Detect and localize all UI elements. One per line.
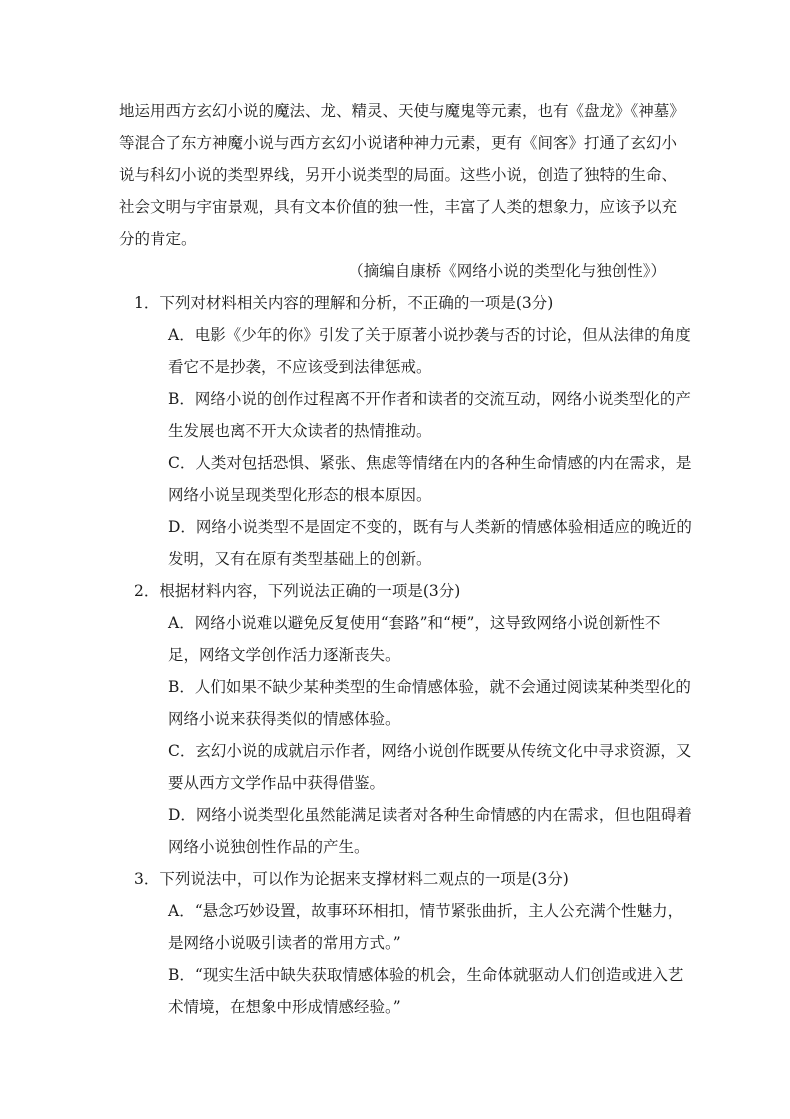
option-line: 看它不是抄袭，不应该受到法律惩戒。 (168, 358, 432, 376)
question-stem: 1．下列对材料相关内容的理解和分析，不正确的一项是(3分) (134, 294, 554, 312)
option-line: B．人们如果不缺少某种类型的生命情感体验，就不会通过阅读某种类型化的 (168, 678, 691, 696)
option-line: B．网络小说的创作过程离不开作者和读者的交流互动，网络小说类型化的产 (168, 390, 691, 408)
option-line: A．电影《少年的你》引发了关于原著小说抄袭与否的讨论，但从法律的角度 (168, 326, 691, 344)
option-line: 是网络小说吸引读者的常用方式。” (168, 934, 401, 952)
passage-line: 地运用西方玄幻小说的魔法、龙、精灵、天使与魔鬼等元素，也有《盘龙》《神墓》 (119, 102, 685, 120)
option-line: 术情境，在想象中形成情感经验。” (168, 998, 401, 1016)
option-line: B．“现实生活中缺失获取情感体验的机会，生命体就驱动人们创造或进入艺 (168, 966, 684, 984)
question-stem: 2．根据材料内容，下列说法正确的一项是(3分) (134, 582, 461, 600)
option-line: A．网络小说难以避免反复使用“套路”和“梗”，这导致网络小说创新性不 (168, 614, 661, 632)
option-line: D．网络小说类型化虽然能满足读者对各种生命情感的内在需求，但也阻碍着 (168, 806, 692, 824)
option-line: C．玄幻小说的成就启示作者，网络小说创作既要从传统文化中寻求资源，又 (168, 742, 692, 760)
passage-line: 社会文明与宇宙景观，具有文本价值的独一性，丰富了人类的想象力，应该予以充 (119, 198, 678, 216)
question-stem: 3．下列说法中，可以作为论据来支撑材料二观点的一项是(3分) (134, 870, 569, 888)
option-line: 足，网络文学创作活力逐渐丧失。 (168, 646, 401, 664)
option-line: 网络小说来获得类似的情感体验。 (168, 710, 401, 728)
passage-source: （摘编自康桥《网络小说的类型化与独创性》） (348, 262, 666, 280)
passage-line: 分的肯定。 (119, 230, 197, 248)
option-line: D．网络小说类型不是固定不变的，既有与人类新的情感体验相适应的晚近的 (168, 518, 692, 536)
option-line: C．人类对包括恐惧、紧张、焦虑等情绪在内的各种生命情感的内在需求，是 (168, 454, 692, 472)
passage-line: 说与科幻小说的类型界线，另开小说类型的局面。这些小说，创造了独特的生命、 (119, 166, 678, 184)
passage-line: 等混合了东方神魔小说与西方玄幻小说诸种神力元素，更有《间客》打通了玄幻小 (119, 134, 678, 152)
option-line: 要从西方文学作品中获得借鉴。 (168, 774, 386, 792)
option-line: 网络小说呈现类型化形态的根本原因。 (168, 486, 432, 504)
option-line: 生发展也离不开大众读者的热情推动。 (168, 422, 432, 440)
option-line: 发明，又有在原有类型基础上的创新。 (168, 550, 432, 568)
option-line: 网络小说独创性作品的产生。 (168, 838, 370, 856)
option-line: A．“悬念巧妙设置，故事环环相扣，情节紧张曲折，主人公充满个性魅力， (168, 902, 684, 920)
